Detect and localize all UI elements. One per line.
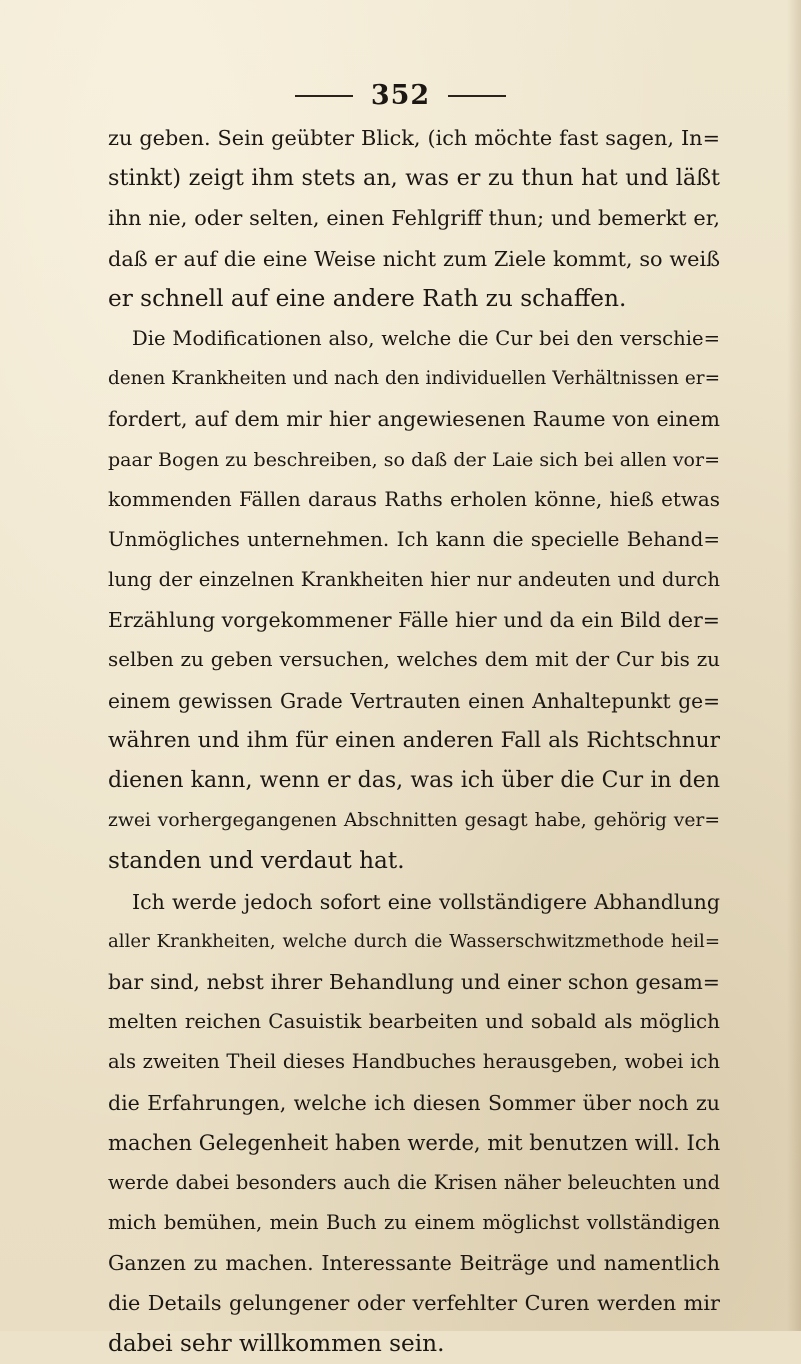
text-line: Erzählung vorgekommener Fälle hier und da ein Bild der= [108, 608, 720, 633]
text-line: bar sind, nebst ihrer Behandlung und einer schon gesam= [108, 969, 720, 994]
text-line: zwei vorhergegangenen Abschnitten gesagt habe, gehörig ver= [108, 810, 720, 832]
page-number: 352 [370, 80, 431, 111]
text-line: daß er auf die eine Weise nicht zum Ziele kommt, so weiß [108, 246, 720, 271]
text-line: stinkt) zeigt ihm stets an, was er zu thun hat und läßt [108, 165, 720, 192]
text-line: machen Gelegenheit haben werde, mit benutzen will. Ich [108, 1129, 721, 1155]
body-text [108, 118, 720, 1364]
text-line: lung der einzelnen Krankheiten hier nur andeuten und durch [108, 568, 720, 592]
text-line: dienen kann, wenn er das, was ich über die Cur in den [108, 768, 720, 793]
text-line: Ganzen zu machen. Interessante Beiträge und namentlich [108, 1251, 720, 1276]
text-line: kommenden Fällen daraus Raths erholen könne, hieß etwas [108, 487, 720, 511]
text-line: werde dabei besonders auch die Krisen näher beleuchten und [108, 1170, 720, 1194]
text-line: zu geben. Sein geübter Blick, (ich möchte fast sagen, In= [108, 126, 720, 150]
text-line: als zweiten Theil dieses Handbuches herausgeben, wobei ich [108, 1050, 720, 1074]
text-line: einem gewissen Grade Vertrauten einen Anhaltepunkt ge= [108, 688, 720, 713]
text-line: selben zu geben versuchen, welches dem mit der Cur bis zu [108, 648, 720, 672]
text-line: denen Krankheiten und nach den individuellen Verhältnissen er= [108, 368, 720, 390]
header-rule-right [448, 95, 506, 97]
text-line: paar Bogen zu beschreiben, so daß der Laie sich bei allen vor= [108, 448, 720, 471]
text-line: ihn nie, oder selten, einen Fehlgriff thun; und bemerkt er, [108, 206, 720, 231]
text-line: Die Modificationen also, welche die Cur bei den verschie= [132, 326, 720, 350]
text-line: mich bemühen, mein Buch zu einem möglichst vollständigen [108, 1211, 720, 1235]
text-line: Ich werde jedoch sofort eine vollständigere Abhandlung [132, 889, 720, 914]
text-line: währen und ihm für einen anderen Fall als Richtschnur [108, 727, 720, 753]
text-line: die Erfahrungen, welche ich diesen Sommer über noch zu [108, 1090, 720, 1115]
text-line: standen und verdaut hat. [108, 847, 405, 875]
text-line: er schnell auf eine andere Rath zu schaffen. [108, 284, 627, 312]
page-header [0, 80, 801, 111]
text-line: die Details gelungener oder verfehlter Curen werden mir [108, 1291, 720, 1316]
text-line: dabei sehr willkommen sein. [108, 1329, 445, 1357]
page-edge-shadow [787, 0, 801, 1331]
text-line: melten reichen Casuistik bearbeiten und sobald als möglich [108, 1010, 720, 1034]
text-line: fordert, auf dem mir hier angewiesenen Raume von einem [108, 407, 720, 432]
header-rule-left [295, 95, 353, 97]
text-line: Unmögliches unternehmen. Ich kann die specielle Behand= [108, 527, 720, 551]
text-line: aller Krankheiten, welche durch die Wasserschwitzmethode heil= [108, 930, 720, 952]
